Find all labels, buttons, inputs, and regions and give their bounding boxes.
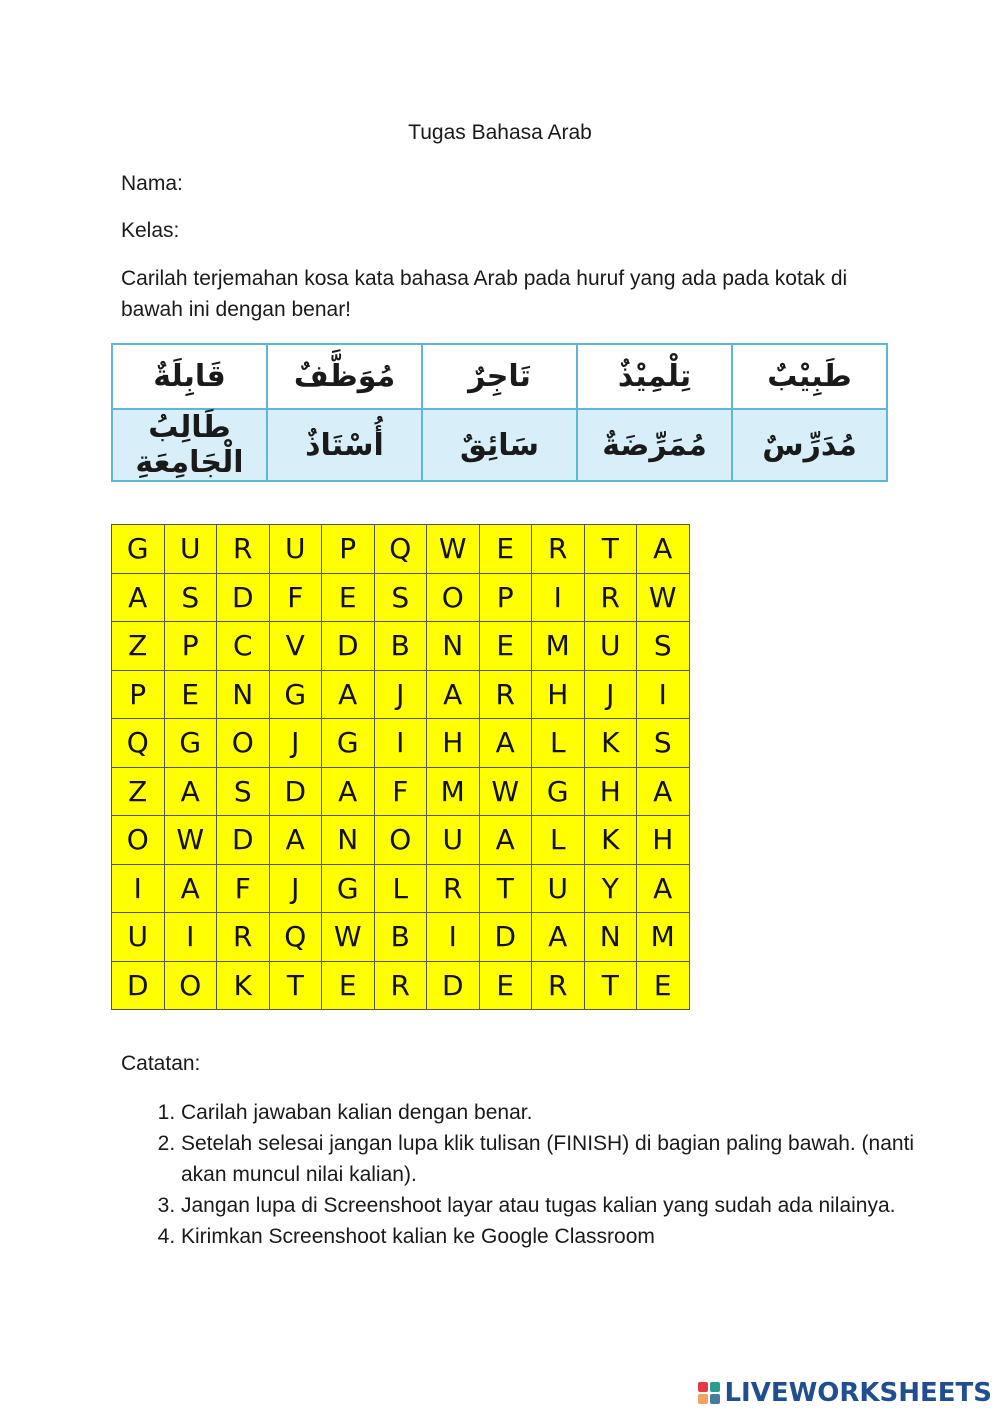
grid-letter-cell[interactable]: W [480, 768, 533, 817]
grid-letter-cell[interactable]: A [637, 865, 690, 914]
grid-letter-cell[interactable]: O [217, 719, 270, 768]
grid-letter-cell[interactable]: J [585, 671, 638, 720]
class-label: Kelas: [121, 219, 180, 242]
grid-letter-cell[interactable]: T [270, 962, 323, 1011]
grid-letter-cell[interactable]: L [375, 865, 428, 914]
grid-letter-cell[interactable]: E [480, 622, 533, 671]
grid-letter-cell[interactable]: N [427, 622, 480, 671]
grid-letter-cell[interactable]: E [165, 671, 218, 720]
grid-letter-cell[interactable]: G [322, 865, 375, 914]
grid-letter-cell[interactable]: U [585, 622, 638, 671]
grid-letter-cell[interactable]: T [480, 865, 533, 914]
grid-letter-cell[interactable]: P [112, 671, 165, 720]
grid-letter-cell[interactable]: T [585, 525, 638, 574]
grid-letter-cell[interactable]: P [165, 622, 218, 671]
logo-square [710, 1394, 720, 1404]
grid-letter-cell[interactable]: R [217, 525, 270, 574]
grid-letter-cell[interactable]: L [532, 816, 585, 865]
vocabulary-row [112, 344, 887, 409]
grid-letter-cell[interactable]: R [585, 574, 638, 623]
grid-letter-cell[interactable]: D [217, 574, 270, 623]
grid-letter-cell[interactable]: A [637, 525, 690, 574]
grid-letter-cell[interactable]: E [637, 962, 690, 1011]
vocab-word: تِلْمِيْذٌ [577, 344, 732, 409]
grid-letter-cell[interactable]: U [270, 525, 323, 574]
grid-letter-cell[interactable]: A [112, 574, 165, 623]
list-item: 1. Carilah jawaban kalian dengan benar. [181, 1097, 921, 1128]
grid-letter-cell[interactable]: D [480, 913, 533, 962]
grid-letter-cell[interactable]: W [427, 525, 480, 574]
list-item: 3. Jangan lupa di Screenshoot layar atau tugas kalian yang sudah ada nilainya. [181, 1190, 921, 1221]
grid-letter-cell[interactable]: Z [112, 768, 165, 817]
grid-letter-cell[interactable]: O [112, 816, 165, 865]
liveworksheets-logo [698, 1378, 992, 1408]
grid-letter-cell[interactable]: N [322, 816, 375, 865]
grid-letter-cell[interactable]: R [375, 962, 428, 1011]
list-item: 4. Kirimkan Screenshoot kalian ke Google Classroom [181, 1221, 921, 1252]
grid-letter-cell[interactable]: Q [112, 719, 165, 768]
grid-letter-cell[interactable]: E [322, 962, 375, 1011]
vocab-word: أُسْتَاذٌ [267, 409, 422, 481]
grid-letter-cell[interactable]: U [165, 525, 218, 574]
name-label: Nama: [121, 172, 183, 195]
vocab-word: مُدَرِّسٌ [732, 409, 887, 481]
grid-letter-cell[interactable]: K [217, 962, 270, 1011]
grid-letter-cell[interactable]: K [585, 816, 638, 865]
grid-letter-cell[interactable]: S [217, 768, 270, 817]
grid-letter-cell[interactable]: F [217, 865, 270, 914]
grid-letter-cell[interactable]: L [532, 719, 585, 768]
grid-letter-cell[interactable]: E [480, 962, 533, 1011]
grid-letter-cell[interactable]: S [637, 719, 690, 768]
grid-letter-cell[interactable]: M [532, 622, 585, 671]
logo-text: LIVEWORKSHEETS [724, 1378, 992, 1408]
instruction-text: Carilah terjemahan kosa kata bahasa Arab pada huruf yang ada pada kotak di bawah ini dengan benar! [121, 267, 848, 321]
grid-letter-cell[interactable]: Y [585, 865, 638, 914]
grid-letter-cell[interactable]: P [480, 574, 533, 623]
vocab-word: سَائِقٌ [422, 409, 577, 481]
grid-letter-cell[interactable]: H [585, 768, 638, 817]
grid-letter-cell[interactable]: I [112, 865, 165, 914]
vocab-word: تَاجِرٌ [422, 344, 577, 409]
grid-letter-cell[interactable]: M [637, 913, 690, 962]
grid-letter-cell[interactable]: O [165, 962, 218, 1011]
grid-letter-cell[interactable]: A [270, 816, 323, 865]
grid-letter-cell[interactable]: J [270, 719, 323, 768]
vocab-word: مُمَرِّضَةٌ [577, 409, 732, 481]
grid-letter-cell[interactable]: D [217, 816, 270, 865]
grid-letter-cell[interactable]: A [165, 768, 218, 817]
grid-letter-cell[interactable]: R [480, 671, 533, 720]
grid-letter-cell[interactable]: J [375, 671, 428, 720]
grid-letter-cell[interactable]: U [112, 913, 165, 962]
grid-letter-cell[interactable]: D [270, 768, 323, 817]
vocabulary-table [111, 343, 888, 482]
grid-letter-cell[interactable]: R [532, 962, 585, 1011]
grid-letter-cell[interactable]: A [532, 913, 585, 962]
grid-letter-cell[interactable]: M [427, 768, 480, 817]
notes-title: Catatan: [121, 1052, 201, 1075]
grid-letter-cell[interactable]: G [532, 768, 585, 817]
vocabulary-row [112, 409, 887, 481]
logo-mark-icon [698, 1382, 720, 1404]
grid-letter-cell[interactable]: O [375, 816, 428, 865]
grid-letter-cell[interactable]: H [427, 719, 480, 768]
grid-letter-cell[interactable]: V [270, 622, 323, 671]
grid-letter-cell[interactable]: E [480, 525, 533, 574]
grid-letter-cell[interactable]: I [532, 574, 585, 623]
page-title: Tugas Bahasa Arab [408, 121, 592, 144]
grid-letter-cell[interactable]: A [480, 816, 533, 865]
grid-letter-cell[interactable]: U [427, 816, 480, 865]
grid-letter-cell[interactable]: S [375, 574, 428, 623]
grid-letter-cell[interactable]: P [322, 525, 375, 574]
grid-letter-cell[interactable]: W [322, 913, 375, 962]
vocab-word: طَالِبُ الْجَامِعَةِ [112, 409, 267, 481]
grid-letter-cell[interactable]: I [375, 719, 428, 768]
grid-letter-cell[interactable]: F [375, 768, 428, 817]
grid-letter-cell[interactable]: H [532, 671, 585, 720]
grid-letter-cell[interactable]: Q [375, 525, 428, 574]
list-item: 2. Setelah selesai jangan lupa klik tulisan (FINISH) di bagian paling bawah. (nanti akan muncul nilai kalian). [181, 1128, 921, 1190]
vocab-word: مُوَظَّفٌ [267, 344, 422, 409]
grid-letter-cell[interactable]: K [585, 719, 638, 768]
vocab-word: طَبِيْبٌ [732, 344, 887, 409]
grid-letter-cell[interactable]: A [322, 671, 375, 720]
grid-letter-cell[interactable]: Z [112, 622, 165, 671]
logo-square [698, 1382, 708, 1392]
grid-letter-cell[interactable]: H [637, 816, 690, 865]
vocab-word: قَابِلَةٌ [112, 344, 267, 409]
grid-letter-cell[interactable]: I [427, 913, 480, 962]
grid-letter-cell[interactable]: G [270, 671, 323, 720]
grid-letter-cell[interactable]: U [532, 865, 585, 914]
grid-letter-cell[interactable]: T [585, 962, 638, 1011]
grid-letter-cell[interactable]: W [637, 574, 690, 623]
grid-letter-cell[interactable]: F [270, 574, 323, 623]
grid-letter-cell[interactable]: D [112, 962, 165, 1011]
grid-letter-cell[interactable]: G [112, 525, 165, 574]
grid-letter-cell[interactable]: W [165, 816, 218, 865]
grid-letter-cell[interactable]: R [217, 913, 270, 962]
grid-letter-cell[interactable]: B [375, 913, 428, 962]
grid-letter-cell[interactable]: S [165, 574, 218, 623]
grid-letter-cell[interactable]: A [165, 865, 218, 914]
grid-letter-cell[interactable]: S [637, 622, 690, 671]
grid-letter-cell[interactable]: O [427, 574, 480, 623]
grid-letter-cell[interactable]: N [217, 671, 270, 720]
grid-letter-cell[interactable]: N [585, 913, 638, 962]
grid-letter-cell[interactable]: A [322, 768, 375, 817]
grid-letter-cell[interactable]: A [427, 671, 480, 720]
grid-letter-cell[interactable]: A [480, 719, 533, 768]
grid-letter-cell[interactable]: J [270, 865, 323, 914]
logo-square [698, 1394, 708, 1404]
notes-list [121, 1097, 921, 1252]
word-search-grid [111, 524, 690, 1010]
grid-letter-cell[interactable]: D [322, 622, 375, 671]
grid-letter-cell[interactable]: Q [270, 913, 323, 962]
logo-square [710, 1382, 720, 1392]
grid-letter-cell[interactable]: E [322, 574, 375, 623]
grid-letter-cell[interactable]: I [165, 913, 218, 962]
grid-letter-cell[interactable]: I [637, 671, 690, 720]
grid-letter-cell[interactable]: R [532, 525, 585, 574]
grid-letter-cell[interactable]: G [322, 719, 375, 768]
grid-letter-cell[interactable]: B [375, 622, 428, 671]
grid-letter-cell[interactable]: R [427, 865, 480, 914]
grid-letter-cell[interactable]: D [427, 962, 480, 1011]
grid-letter-cell[interactable]: C [217, 622, 270, 671]
grid-letter-cell[interactable]: A [637, 768, 690, 817]
grid-letter-cell[interactable]: G [165, 719, 218, 768]
